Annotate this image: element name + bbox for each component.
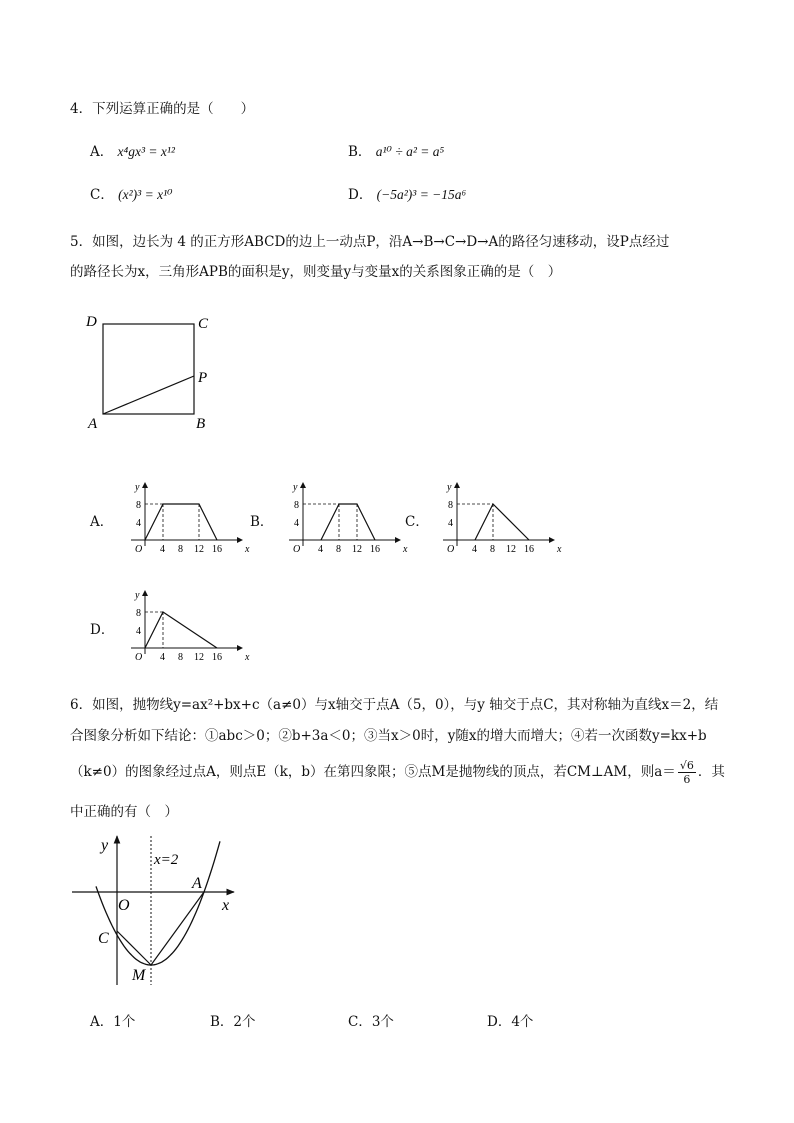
y-tick-label: 8: [136, 500, 141, 511]
x-tick-label: 4: [472, 544, 477, 555]
x-tick-label: 8: [490, 544, 495, 555]
origin-label: O: [135, 544, 143, 555]
fraction-sqrt6-over-6: [678, 760, 696, 785]
q4-option-a: [90, 140, 175, 160]
option-letter: A．: [90, 1014, 114, 1030]
label-A: A: [88, 416, 98, 432]
y-tick-label: 8: [294, 500, 299, 511]
q5-stem-line2: 的路径长为x，三角形APB的面积是y，则变量y与变量x的关系图象正确的是（ ）: [70, 264, 562, 280]
q6-stem-line1: 6．如图，抛物线y=ax²+bx+c（a≠0）与x轴交于点A（5，0），与y 轴交于点C，其对称轴为直线x＝2，结: [70, 697, 719, 713]
q5-graph-b: [278, 478, 408, 558]
option-letter: C．: [348, 1014, 372, 1030]
x-tick-label: 16: [212, 544, 222, 555]
x-tick-label: 12: [352, 544, 362, 555]
option-text: 1个: [113, 1014, 136, 1030]
option-letter: D．: [348, 187, 373, 203]
q4-stem: 4．下列运算正确的是（ ）: [70, 101, 255, 117]
label-A: A: [192, 875, 202, 892]
q5-option-a-letter: A．: [90, 514, 114, 530]
axis-label-y: y: [447, 482, 452, 493]
x-tick-label: 16: [212, 652, 222, 663]
q5-option-b-letter: B．: [250, 514, 274, 530]
option-text: 4个: [511, 1014, 534, 1030]
option-text: 3个: [371, 1014, 394, 1030]
option-text: 2个: [233, 1014, 256, 1030]
origin-label: O: [447, 544, 455, 555]
q5-graph-d: [120, 586, 250, 666]
label-C: C: [198, 316, 209, 332]
y-tick-label: 8: [136, 608, 141, 619]
label-x: x: [222, 897, 230, 914]
x-tick-label: 4: [318, 544, 323, 555]
option-expr: (−5a²)³ = −15a⁶: [376, 187, 467, 202]
y-tick-label: 4: [136, 518, 141, 529]
option-expr: a¹⁰ ÷ a² = a⁵: [375, 144, 445, 159]
label-symmetry-axis: x=2: [154, 852, 179, 868]
q6-parabola-figure: [68, 830, 248, 990]
option-expr: (x²)³ = x¹⁰: [118, 187, 173, 202]
q6-stem-line3b: ．其: [697, 764, 725, 780]
option-letter: A．: [90, 144, 114, 160]
y-tick-label: 8: [448, 500, 453, 511]
label-M: M: [132, 967, 146, 984]
axis-label-y: y: [135, 590, 140, 601]
option-letter: B．: [348, 144, 372, 160]
q5-option-d-letter: D．: [90, 622, 115, 638]
q5-option-c-letter: C．: [405, 514, 429, 530]
label-P: P: [198, 370, 208, 386]
q4-option-b: [348, 140, 444, 160]
y-tick-label: 4: [294, 518, 299, 529]
q6-stem-line3: [70, 760, 725, 785]
label-O: O: [118, 897, 130, 914]
q6-stem-line2: 合图象分析如下结论：①abc＞0；②b+3a＜0；③当x＞0时，y随x的增大而增大；④若一次函数y=kx+b: [70, 728, 707, 744]
option-letter: C．: [90, 187, 114, 203]
x-tick-label: 12: [506, 544, 516, 555]
x-tick-label: 12: [194, 652, 204, 663]
function-line: [321, 504, 375, 540]
q6-stem-line3a: （k≠0）的图象经过点A，则点E（k，b）在第四象限；⑤点M是抛物线的顶点，若CM⊥AM，则a＝: [70, 764, 676, 780]
origin-label: O: [293, 544, 301, 555]
function-line: [475, 504, 529, 540]
y-tick-label: 4: [448, 518, 453, 529]
q5-square-figure: [80, 310, 220, 435]
q6-option-d: [487, 1010, 533, 1030]
q4-option-d: [348, 183, 466, 203]
frac-numerator: √6: [679, 759, 694, 772]
axis-label-x: x: [403, 544, 408, 555]
axis-label-x: x: [245, 652, 250, 663]
x-tick-label: 12: [194, 544, 204, 555]
q5-graph-a: [120, 478, 250, 558]
axis-label-y: y: [293, 482, 298, 493]
label-y: y: [101, 837, 109, 854]
x-tick-label: 16: [524, 544, 534, 555]
x-tick-label: 16: [370, 544, 380, 555]
axis-label-y: y: [135, 482, 140, 493]
x-tick-label: 8: [336, 544, 341, 555]
x-tick-label: 8: [178, 544, 183, 555]
x-tick-label: 4: [160, 652, 165, 663]
function-line: [145, 504, 217, 540]
label-C: C: [98, 930, 109, 947]
function-line: [145, 612, 217, 648]
q6-option-a: [90, 1010, 135, 1030]
q6-option-b: [210, 1010, 256, 1030]
q6-stem-line4: 中正确的有（ ）: [70, 804, 178, 820]
x-tick-label: 4: [160, 544, 165, 555]
axis-label-x: x: [557, 544, 562, 555]
q4-option-c: [90, 183, 173, 203]
label-B: B: [196, 416, 206, 432]
option-letter: B．: [210, 1014, 234, 1030]
q6-option-c: [348, 1010, 394, 1030]
q5-stem-line1: 5．如图，边长为 4 的正方形ABCD的边上一动点P，沿A→B→C→D→A的路径匀速移动，设P点经过: [70, 234, 670, 250]
label-D: D: [86, 314, 97, 330]
y-tick-label: 4: [136, 626, 141, 637]
axis-label-x: x: [245, 544, 250, 555]
option-letter: D．: [487, 1014, 512, 1030]
q5-graph-c: [432, 478, 562, 558]
frac-denominator: 6: [683, 773, 691, 786]
x-tick-label: 8: [178, 652, 183, 663]
option-expr: x⁴gx³ = x¹²: [117, 144, 175, 159]
origin-label: O: [135, 652, 143, 663]
